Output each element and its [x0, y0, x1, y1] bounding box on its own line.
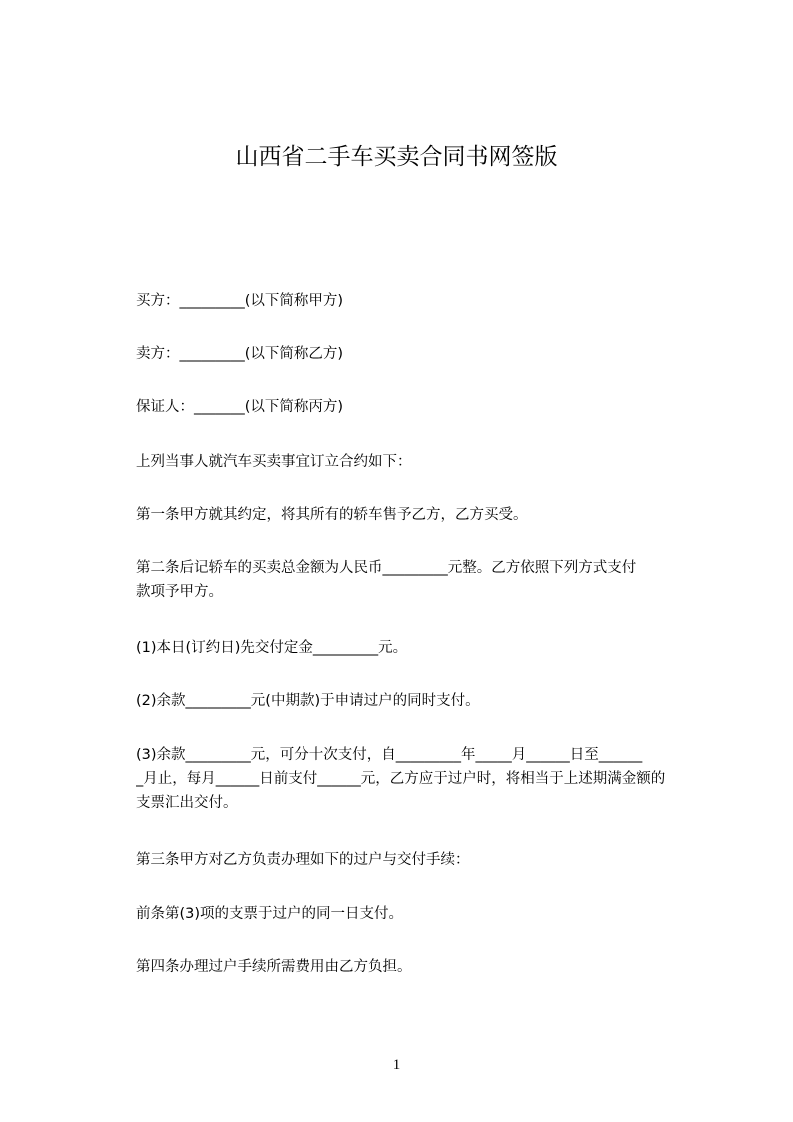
article-2 [136, 556, 701, 604]
payment-item-2: (2)余款_________元(中期款)于申请过户的同时支付。 [136, 693, 480, 709]
article-4: 第四条办理过户手续所需费用由乙方负担。 [136, 959, 412, 975]
intro-paragraph: 上列当事人就汽车买卖事宜订立合约如下： [136, 454, 412, 470]
page-number: 1 [392, 1057, 401, 1073]
payment-item-1: (1)本日(订约日)先交付定金_________元。 [136, 640, 408, 656]
payment-item-3-line-1: (3)余款_________元，可分十次支付，自_________年_____月______日至______ [136, 747, 643, 763]
buyer-line: 买方：_________(以下简称甲方) [136, 293, 344, 309]
seller-line: 卖方：_________(以下简称乙方) [136, 346, 344, 362]
article-2-line-1: 第二条后记轿车的买卖总金额为人民币_________元整。乙方依照下列方式支付 [136, 560, 637, 576]
article-2-line-2: 款项予甲方。 [136, 584, 223, 600]
payment-item-3 [136, 743, 701, 815]
article-3-detail: 前条第(3)项的支票于过户的同一日支付。 [136, 906, 404, 922]
payment-item-3-line-3: 支票汇出交付。 [136, 795, 238, 811]
guarantor-line: 保证人：_______(以下简称丙方) [136, 399, 344, 415]
document-title: 山西省二手车买卖合同书网签版 [235, 144, 558, 170]
payment-item-3-line-2: _月止，每月______日前支付______元，乙方应于过户时，将相当于上述期满金额的 [136, 771, 666, 787]
article-3: 第三条甲方对乙方负责办理如下的过户与交付手续： [136, 852, 470, 868]
article-1: 第一条甲方就其约定，将其所有的轿车售予乙方，乙方买受。 [136, 507, 528, 523]
